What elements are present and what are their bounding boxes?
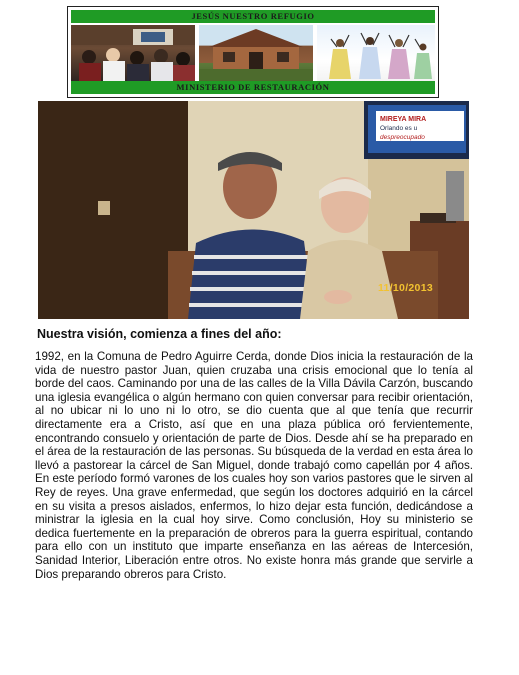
tv-overlay-line1: MIREYA MIRA <box>380 116 427 123</box>
worship-illustration <box>317 25 435 83</box>
header-banner <box>67 6 439 98</box>
banner-bottom-title: MINISTERIO DE RESTAURACIÓN <box>71 81 435 94</box>
tv-overlay-line2: Orlando es u <box>380 125 418 132</box>
tv-overlay-line3: despreocupado <box>380 134 425 141</box>
photo-date-stamp: 11/10/2013 <box>378 282 433 294</box>
article-heading: Nuestra visión, comienza a fines del año: <box>37 327 282 341</box>
article-body: 1992, en la Comuna de Pedro Aguirre Cerda, donde Dios inicia la restauración de la vida de nuestro pastor Juan, quien cruzaba una crisis emocional que lo tenía al borde del caos. Caminando por una de las calles de la Villa Dávila Carzón, buscando una iglesia evangélica o algún hermano con quien conversar para recibir orientación, al no ubicar ni lo uno ni lo otro, se dio cuenta que al que tenía que recurrir directamente era a Cristo, así que en una plaza pública oró fervientemente, encontrando consuelo y orientación de parte de Dios. Desde ahí se ha preparado en el área de la restauración de las personas. Su búsqueda de la verdad en esta área lo llevó a pastorear la cárcel de San Miguel, donde trabajó como capellán por 4 años. En este período formó varones de los cuales hoy son varios pastores que le sirven al Rey de reyes. Una grave enfermedad, que según los doctores adquirió en la cárcel en su visita a presos aislados, enfermos, lo hizo dejar esta función, dedicándose a ministrar la iglesia en la cual hoy sirve. Como conclusión, Hoy su ministerio se dedica fuertemente en la preparación de obreros para la guerra espiritual, contando para ello con un instituto que imparte enseñanza en las aéreas de Intercesión, Sanidad Interior, Liberación entre otros. No existe honra más grande que servirle a Dios preparando obreros para Cristo. <box>35 350 473 581</box>
banner-top-title: JESÚS NUESTRO REFUGIO <box>71 10 435 23</box>
congregation-photo <box>71 25 195 83</box>
banner-photo-strip <box>71 25 435 83</box>
church-building-photo <box>199 25 313 83</box>
